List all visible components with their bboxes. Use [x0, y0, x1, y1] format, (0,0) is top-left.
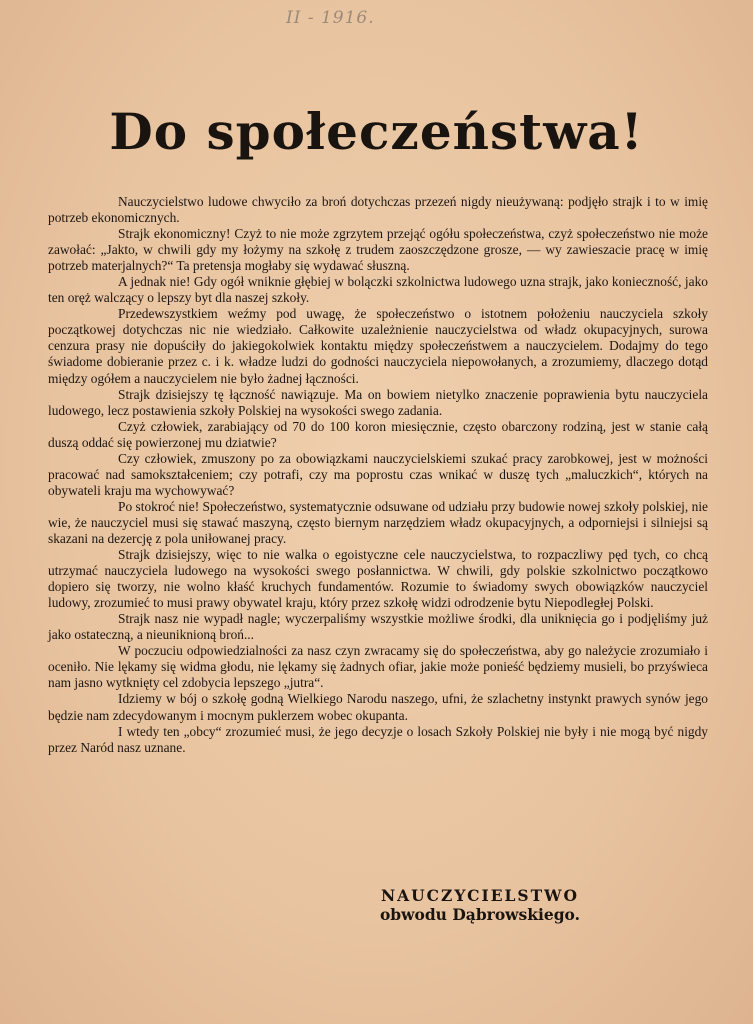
- poster-title: Do społeczeństwa!: [109, 101, 644, 161]
- poster-body: [48, 194, 708, 756]
- signature-block: [300, 886, 660, 924]
- paragraph: A jednak nie! Gdy ogół wniknie głębiej w bolączki szkolnictwa ludowego uzna strajk, jako konieczność, jako ten oręż walczący o lepszy byt dla naszej szkoły.: [48, 274, 708, 306]
- archive-annotation: II - 1916.: [286, 8, 375, 28]
- paragraph: Idziemy w bój o szkołę godną Wielkiego Narodu naszego, ufni, że szlachetny instynkt prawych synów jego będzie nam zdecydowanym i mocnym puklerzem wobec okupanta.: [48, 691, 708, 723]
- signature-organization: NAUCZYCIELSTWO: [380, 886, 580, 905]
- paragraph: Po stokroć nie! Społeczeństwo, systematycznie odsuwane od udziału przy budowie nowej szkoły polskiej, nie wie, że nauczyciel musi się stawać maszyną, często biernym narzędziem władz okupacyjnych, a odporniejsi i silniejsi są skazani na dezercję z pola uniłowanej pracy.: [48, 498, 708, 546]
- signature-district: obwodu Dąbrowskiego.: [379, 905, 581, 924]
- paragraph: I wtedy ten „obcy“ zrozumieć musi, że jego decyzje o losach Szkoły Polskiej nie były i nie mogą być nigdy przez Naród nasz uznane.: [48, 723, 708, 755]
- paragraph: Strajk dzisiejszy, więc to nie walka o egoistyczne cele nauczycielstwa, to rozpaczliwy pęd tych, co chcą utrzymać nauczyciela ludowego na wysokości swego posłannictwa. W chwili, gdy polskie szkolnictwo początkowo dopiero się tworzy, nie wolno kłaść kruchych fundamentów. Rozumie to świadomy swych obowiązków nauczyciel ludowy, zrozumieć to musi prawy obywatel kraju, który przez szkołę widzi odrodzenie bytu Niepodległej Polski.: [48, 547, 708, 611]
- paragraph: Strajk dzisiejszy tę łączność nawiązuje. Ma on bowiem nietylko znaczenie poprawienia bytu nauczyciela ludowego, lecz postawienia szkoły Polskiej na wysokości swego zadania.: [48, 386, 708, 418]
- paragraph: Strajk ekonomiczny! Czyż to nie może zgrzytem przejąć ogółu społeczeństwa, czyż społeczeństwo nie może zawołać: „Jakto, w chwili gdy my łożymy na szkołę z trudem zaoszczędzone grosze, — wy zawieszacie pracę w imię potrzeb materjalnych?“ Ta pretensja mogłaby się wydawać słuszną.: [48, 226, 708, 274]
- paragraph: Przedewszystkiem weźmy pod uwagę, że społeczeństwo o istotnem położeniu nauczyciela szkoły początkowej dotychczas nic nie wiedziało. Całkowite uzależnienie nauczycielstwa od władz okupacyjnych, surowa cenzura prasy nie dopuściły do jakiegokolwiek kontaktu między społeczeństwem a nauczycielem. Dodajmy do tego świadome dobieranie przez c. i k. władze ludzi do godności nauczyciela niepowołanych, a zrozumiemy, dlaczego dotąd między ogółem a nauczycielem nie było żadnej łączności.: [48, 306, 708, 386]
- paragraph: Czyż człowiek, zarabiający od 70 do 100 koron miesięcznie, często obarczony rodziną, jest w stanie całą duszą oddać się powierzonej mu dziatwie?: [48, 418, 708, 450]
- paragraph: Strajk nasz nie wypadł nagle; wyczerpaliśmy wszystkie możliwe środki, dla uniknięcia go i podjęliśmy już jako ostateczną, a nieuniknioną broń...: [48, 611, 708, 643]
- paragraph: Czy człowiek, zmuszony po za obowiązkami nauczycielskiemi szukać pracy zarobkowej, jest w możności pracować nad samokształceniem; czy potrafi, czy ma poprostu czas wnikać w duszę tych „maluczkich“, których na obywateli kraju ma wychowywać?: [48, 450, 708, 498]
- paragraph: W poczuciu odpowiedzialności za nasz czyn zwracamy się do społeczeństwa, aby go należycie zrozumiało i oceniło. Nie lękamy się widma głodu, nie lękamy się żadnych ofiar, jakie może ponieść będziemy musieli, bo przyświeca nam jasno wytknięty cel zdobycia lepszego „jutra“.: [48, 643, 708, 691]
- paragraph: Nauczycielstwo ludowe chwyciło za broń dotychczas przezeń nigdy nieużywaną: podjęło strajk i to w imię potrzeb ekonomicznych.: [48, 194, 708, 226]
